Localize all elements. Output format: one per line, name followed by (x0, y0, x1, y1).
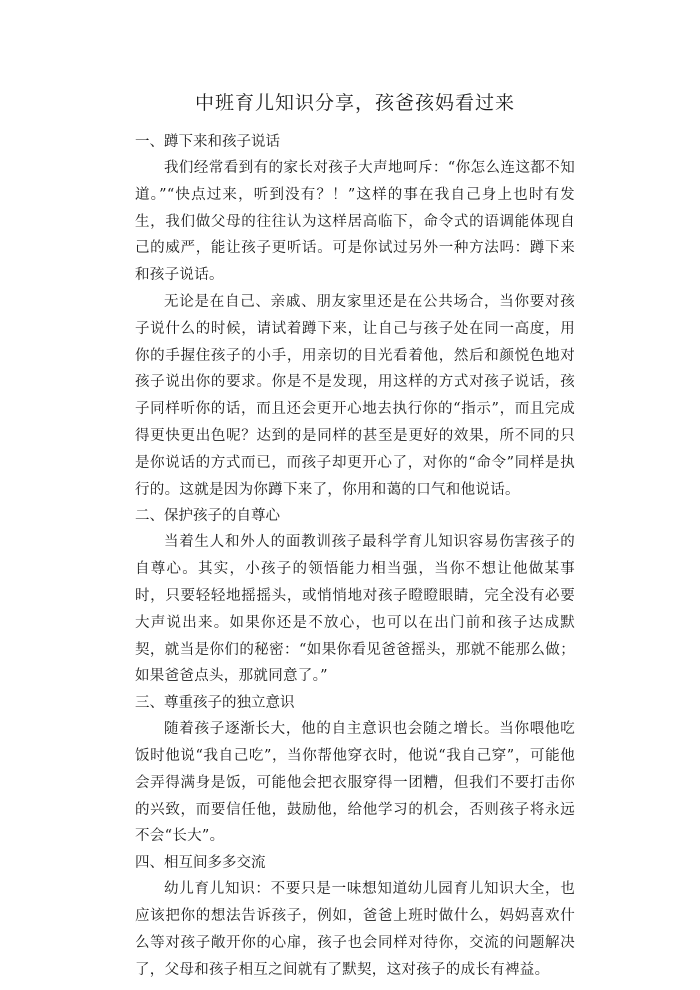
paragraph: 幼儿育儿知识：不要只是一味想知道幼儿园育儿知识大全，也应该把你的想法告诉孩子，例如，爸爸上班时做什么，妈妈喜欢什么等对孩子敞开你的心扉，孩子也会同样对待你，交流的问题解决了，父母和孩子相互之间就有了默契，这对孩子的成长有裨益。 (135, 881, 575, 978)
paragraph: 随着孩子逐渐长大，他的自主意识也会随之增长。当你喂他吃饭时他说“我自己吃”，当你帮他穿衣时，他说“我自己穿”，可能他会弄得满身是饭，可能他会把衣服穿得一团糟，但我们不要打击你的兴致，而要信任他，鼓励他，给他学习的机会，否则孩子将永远不会“长大”。 (135, 721, 575, 845)
section-1 (135, 129, 575, 503)
section-2 (135, 503, 575, 690)
section-heading: 二、保护孩子的自尊心 (135, 508, 280, 525)
paragraph: 无论是在自己、亲戚、朋友家里还是在公共场合，当你要对孩子说什么的时候，请试着蹲下来，让自己与孩子处在同一高度，用你的手握住孩子的小手，用亲切的目光看着他，然后和颜悦色地对孩子说出你的要求。你是不是发现，用这样的方式对孩子说话，孩子同样听你的话，而且还会更开心地去执行你的“指示”，而且完成得更快更出色呢？达到的是同样的甚至是更好的效果，所不同的只是你说话的方式而已，而孩子却更开心了，对你的“命令”同样是执行的。这就是因为你蹲下来了，你用和蔼的口气和他说话。 (135, 293, 575, 498)
section-4 (135, 850, 575, 983)
document-body (135, 88, 575, 983)
section-heading: 四、相互间多多交流 (135, 855, 266, 872)
paragraph: 当着生人和外人的面教训孩子最科学育儿知识容易伤害孩子的自尊心。其实，小孩子的领悟能力相当强，当你不想让他做某事时，只要轻轻地摇摇头，或悄悄地对孩子瞪瞪眼睛，完全没有必要大声说出来。如果你还是不放心，也可以在出门前和孩子达成默契，就当是你们的秘密：“如果你看见爸爸摇头，那就不能那么做；如果爸爸点头，那就同意了。” (135, 534, 575, 685)
section-heading: 三、尊重孩子的独立意识 (135, 695, 295, 712)
section-heading: 一、蹲下来和孩子说话 (135, 134, 280, 150)
document-title: 中班育儿知识分享，孩爸孩妈看过来 (194, 92, 515, 114)
paragraph: 我们经常看到有的家长对孩子大声地呵斥：“你怎么连这都不知道。”“快点过来，听到没有？！”这样的事在我自己身上也时有发生，我们做父母的往往认为这样居高临下，命令式的语调能体现自己的威严，能让孩子更听话。可是你试过另外一种方法吗：蹲下来和孩子说话。 (135, 160, 575, 284)
section-3 (135, 690, 575, 850)
